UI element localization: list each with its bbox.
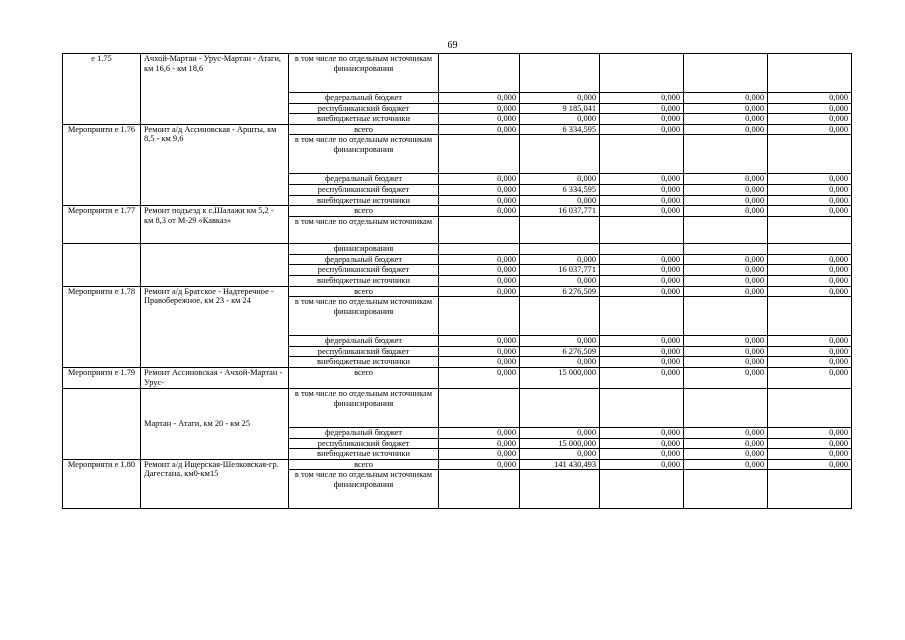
cell-value: 0,000: [520, 275, 600, 286]
cell-value: 0,000: [600, 174, 684, 185]
cell-value: 0,000: [768, 254, 852, 265]
cell-value: 0,000: [600, 114, 684, 125]
cell-value: 0,000: [768, 275, 852, 286]
cell-value: 0,000: [768, 367, 852, 388]
measure-id: Мероприяти е 1.78: [63, 286, 141, 367]
cell-value: 0,000: [439, 286, 520, 297]
cell-value: 0,000: [439, 438, 520, 449]
source-label: всего: [289, 124, 439, 135]
measure-id: Мероприяти е 1.76: [63, 124, 141, 205]
cell-value: 0,000: [684, 286, 768, 297]
source-label: федеральный бюджет: [289, 254, 439, 265]
cell-value: 0,000: [768, 427, 852, 438]
measure-id: е 1.75: [63, 54, 141, 125]
cell-value: 0,000: [439, 367, 520, 388]
cell-value: 0,000: [768, 346, 852, 357]
cell-value: 0,000: [600, 459, 684, 470]
cell-value: 0,000: [684, 114, 768, 125]
cell-value: 6 276,509: [520, 286, 600, 297]
cell-value: 0,000: [600, 286, 684, 297]
cell-value: 0,000: [684, 184, 768, 195]
table-row: [63, 459, 852, 470]
source-label: республиканский бюджет: [289, 103, 439, 114]
source-label: в том числе по отдельным источникам финансирования: [289, 470, 439, 509]
cell-value: 16 037,771: [520, 265, 600, 276]
cell-value: 0,000: [684, 103, 768, 114]
cell-value: 0,000: [439, 103, 520, 114]
cell-value: 0,000: [684, 195, 768, 206]
cell-value: 0,000: [439, 346, 520, 357]
cell-value: 0,000: [520, 195, 600, 206]
cell-value: 0,000: [768, 265, 852, 276]
source-label: республиканский бюджет: [289, 184, 439, 195]
source-label: в том числе по отдельным источникам финансирования: [289, 54, 439, 93]
source-label: федеральный бюджет: [289, 174, 439, 185]
cell-value: 16 037,771: [520, 206, 600, 217]
source-label: внебюджетные источники: [289, 195, 439, 206]
cell-value: 0,000: [600, 184, 684, 195]
financing-table: [62, 53, 852, 509]
cell-value: 0,000: [600, 275, 684, 286]
source-label: федеральный бюджет: [289, 427, 439, 438]
cell-value: 0,000: [768, 449, 852, 460]
cell-value: 0,000: [439, 254, 520, 265]
cell-value: 0,000: [520, 254, 600, 265]
cell-value: 0,000: [439, 174, 520, 185]
table-row: [63, 388, 852, 427]
source-label: внебюджетные источники: [289, 114, 439, 125]
table-row: [63, 243, 852, 254]
cell-value: 6 276,509: [520, 346, 600, 357]
source-label: всего: [289, 367, 439, 388]
cell-value: 0,000: [768, 174, 852, 185]
cell-value: 0,000: [600, 346, 684, 357]
table-row: [63, 206, 852, 217]
cell-value: 0,000: [439, 93, 520, 104]
cell-value: 0,000: [684, 459, 768, 470]
source-label: республиканский бюджет: [289, 346, 439, 357]
measure-id: Мероприяти е 1.79: [63, 367, 141, 388]
measure-name: Ремонт подъезд к с.Шалажи км 5,2 - км 8,3 от М-29 «Кавказ»: [141, 206, 289, 244]
cell-value: 0,000: [768, 206, 852, 217]
cell-value: 0,000: [439, 195, 520, 206]
source-label: внебюджетные источники: [289, 357, 439, 368]
cell-value: 0,000: [684, 367, 768, 388]
cell-value: 0,000: [439, 427, 520, 438]
cell-value: 0,000: [600, 103, 684, 114]
cell-value: 0,000: [768, 357, 852, 368]
cell-value: 0,000: [520, 174, 600, 185]
measure-name: Ремонт а/д Ищерская-Шелковская-гр. Дагестана, км0-км15: [141, 459, 289, 509]
cell-value: 0,000: [439, 459, 520, 470]
cell-value: 0,000: [768, 114, 852, 125]
cell-value: 15 000,000: [520, 438, 600, 449]
cell-value: 0,000: [439, 265, 520, 276]
cell-value: 141 430,493: [520, 459, 600, 470]
cell-value: 0,000: [768, 184, 852, 195]
source-label: внебюджетные источники: [289, 275, 439, 286]
cell-value: 0,000: [768, 93, 852, 104]
cell-value: 0,000: [600, 254, 684, 265]
cell-value: 0,000: [600, 195, 684, 206]
source-label: внебюджетные источники: [289, 449, 439, 460]
cell-value: 0,000: [520, 114, 600, 125]
cell-value: 0,000: [439, 114, 520, 125]
cell-value: 0,000: [768, 459, 852, 470]
source-label: федеральный бюджет: [289, 93, 439, 104]
cell-value: 0,000: [684, 124, 768, 135]
table-row: [63, 124, 852, 135]
measure-name: Ремонт Ассиновская - Ачхой-Мартан - Урус-: [141, 367, 289, 388]
cell-value: 0,000: [600, 427, 684, 438]
cell-value: 0,000: [520, 427, 600, 438]
cell-value: 0,000: [600, 449, 684, 460]
cell-value: 0,000: [600, 336, 684, 347]
table-row: [63, 286, 852, 297]
cell-value: 0,000: [439, 184, 520, 195]
source-label: в том числе по отдельным источникам финансирования: [289, 297, 439, 336]
cell-value: 0,000: [600, 124, 684, 135]
cell-value: 9 185,041: [520, 103, 600, 114]
table-row: [63, 54, 852, 93]
source-label: финансирования: [289, 243, 439, 254]
cell-value: 0,000: [684, 265, 768, 276]
cell-value: 0,000: [600, 357, 684, 368]
cell-value: 6 334,595: [520, 124, 600, 135]
cell-value: 0,000: [768, 336, 852, 347]
cell-value: 6 334,595: [520, 184, 600, 195]
cell-value: 0,000: [768, 124, 852, 135]
cell-value: 0,000: [684, 357, 768, 368]
cell-value: 0,000: [439, 449, 520, 460]
cell-value: 0,000: [768, 438, 852, 449]
source-label: всего: [289, 286, 439, 297]
cell-value: 0,000: [520, 93, 600, 104]
cell-value: 0,000: [684, 427, 768, 438]
source-label: федеральный бюджет: [289, 336, 439, 347]
table-row: [63, 367, 852, 388]
cell-value: 0,000: [520, 336, 600, 347]
cell-value: 0,000: [768, 286, 852, 297]
cell-value: 0,000: [600, 93, 684, 104]
measure-id: Мероприяти е 1.80: [63, 459, 141, 509]
cell-value: 0,000: [439, 124, 520, 135]
source-label: республиканский бюджет: [289, 265, 439, 276]
measure-id: Мероприяти е 1.77: [63, 206, 141, 244]
cell-value: 0,000: [684, 174, 768, 185]
cell-value: 0,000: [600, 438, 684, 449]
cell-value: 0,000: [684, 449, 768, 460]
page-number: 69: [447, 40, 458, 51]
cell-value: 0,000: [600, 367, 684, 388]
measure-name: Ачхой-Мартан - Урус-Мартан - Атаги, км 16,6 - км 18,6: [141, 54, 289, 125]
measure-name: Ремонт а/д Ассиновская - Аршты, км 8,5 - км 9,6: [141, 124, 289, 205]
source-label: в том числе по отдельным источникам финансирования: [289, 135, 439, 174]
measure-name: Мартан - Атаги, км 20 - км 25: [141, 388, 289, 459]
cell-value: 0,000: [520, 449, 600, 460]
source-label: в том числе по отдельным источникам финансирования: [289, 388, 439, 427]
cell-value: 0,000: [684, 438, 768, 449]
source-label: всего: [289, 206, 439, 217]
source-label: республиканский бюджет: [289, 438, 439, 449]
measure-name: Ремонт а/д Братское - Надтеречное - Правобережное, км 23 - км 24: [141, 286, 289, 367]
cell-value: 0,000: [600, 206, 684, 217]
cell-value: 0,000: [684, 275, 768, 286]
cell-value: 0,000: [439, 275, 520, 286]
cell-value: 0,000: [684, 336, 768, 347]
cell-value: 0,000: [684, 93, 768, 104]
cell-value: 0,000: [684, 206, 768, 217]
cell-value: 0,000: [600, 265, 684, 276]
cell-value: 0,000: [768, 103, 852, 114]
cell-value: 0,000: [439, 336, 520, 347]
cell-value: 0,000: [439, 206, 520, 217]
cell-value: 0,000: [520, 357, 600, 368]
cell-value: 0,000: [439, 357, 520, 368]
cell-value: 0,000: [684, 346, 768, 357]
source-label: всего: [289, 459, 439, 470]
cell-value: 0,000: [684, 254, 768, 265]
source-label: в том числе по отдельным источникам: [289, 216, 439, 243]
cell-value: 15 000,000: [520, 367, 600, 388]
cell-value: 0,000: [768, 195, 852, 206]
